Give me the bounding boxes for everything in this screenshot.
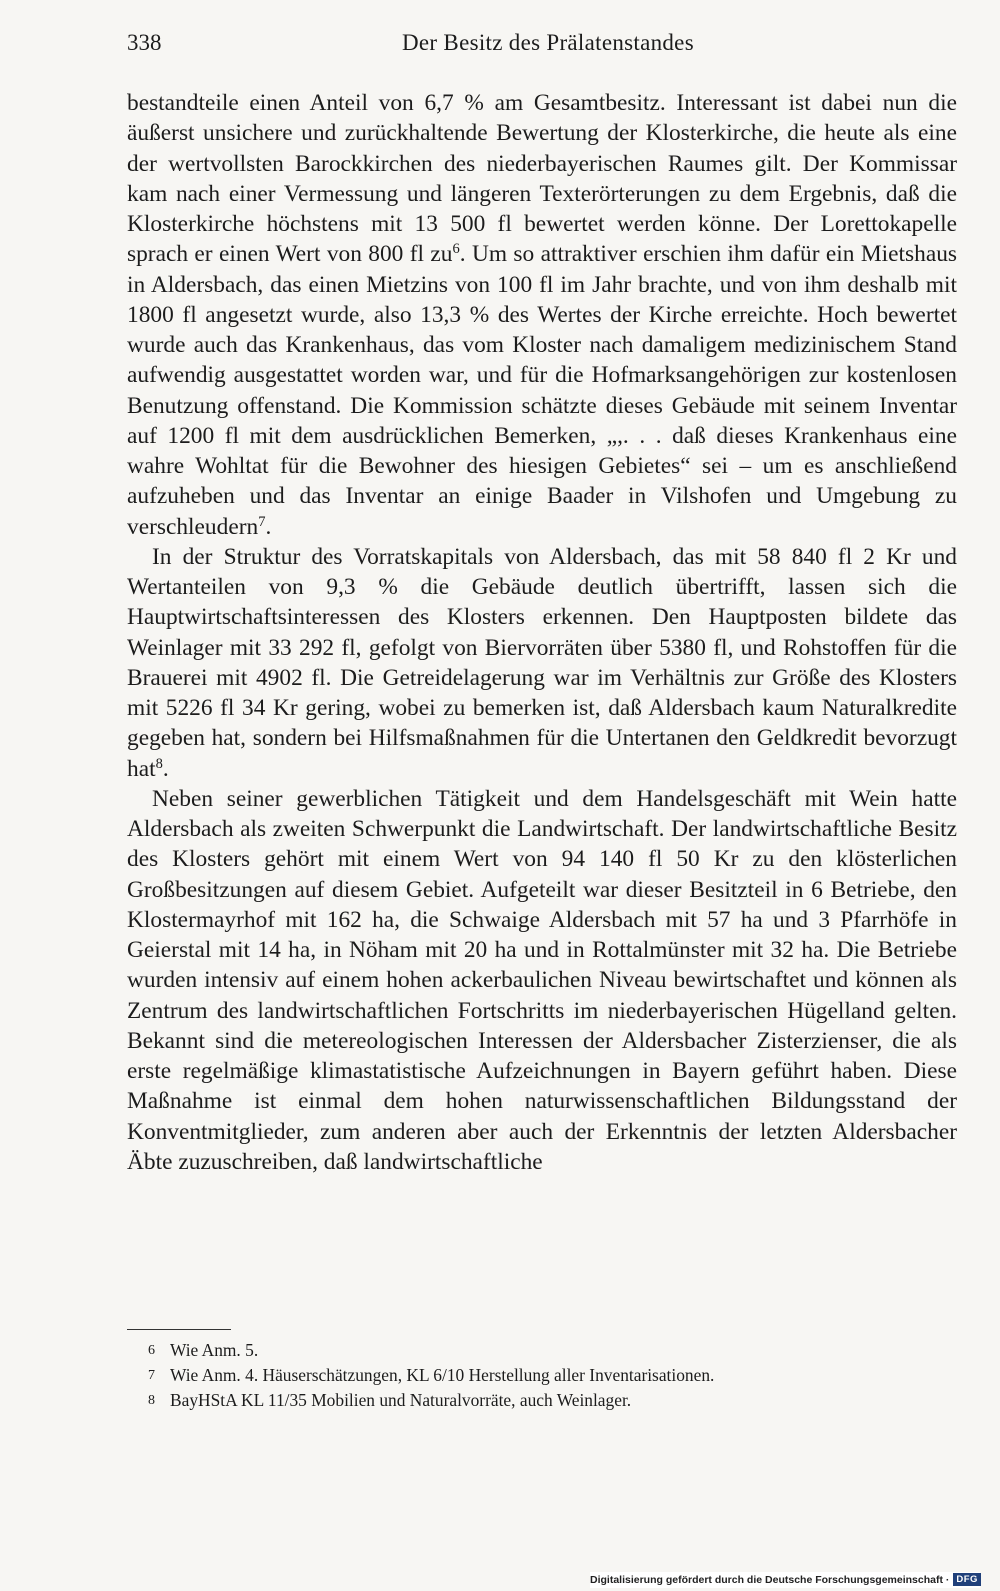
running-title: Der Besitz des Prälatenstandes [402,30,694,55]
footnote-8: 8 BayHStA KL 11/35 Mobilien und Naturalvorräte, auch Weinlager. [148,1390,632,1410]
paragraph-2: In der Struktur des Vorratskapitals von Aldersbach, das mit 58 840 fl 2 Kr und Wertanteilen von 9,3 % die Gebäude deutlich übertrifft, lassen sich die Hauptwirtschaftsinteressen des Klosters erkennen. Den Hauptposten bildete das Weinlager mit 33 292 fl, gefolgt von Biervorräten über 5380 fl, und Rohstoffen für die Brauerei mit 4902 fl. Die Getreidelagerung war im Verhältnis zur Größe des Klosters mit 5226 fl 34 Kr gering, wobei zu bemerken ist, daß Aldersbach kaum Naturalkredite gegeben hat, sondern bei Hilfsmaßnahmen für die Untertanen den Geldkredit bevorzugt hat$^8$. [127,543,957,782]
running-header [127,30,957,64]
paragraph-1: bestandteile einen Anteil von 6,7 % am Gesamtbesitz. Interessant ist dabei nun die äußerst unsichere und zurückhaltende Bewertung der Klosterkirche, die heute als eine der wertvollsten Barockkirchen des niederbayerischen Raumes gilt. Der Kommissar kam nach einer Vermessung und längeren Texterörterungen zu dem Ergebnis, daß die Klosterkirche höchstens mit 13 500 fl bewertet werden könne. Der Lorettokapelle sprach er einen Wert von 800 fl $zu^6$. Um so attraktiver erschien ihm dafür ein Mietshaus in Aldersbach, das einen Mietzins von 100 fl im Jahr brachte, und von ihm deshalb mit 1800 fl angesetzt wurde, also 13,3 % des Wertes der Kirche erreichte. Hoch bewertet wurde auch das Krankenhaus, das vom Kloster nach damaligem medizinischem Stand aufwendig ausgestattet worden war, und für die Hofmarksangehörigen zur kostenlosen Benutzung offenstand. Die Kommission schätzte dieses Gebäude mit seinem Inventar auf 1200 fl mit dem ausdrücklichen Bemerken, „,. . . daß dieses Krankenhaus eine wahre Wohltat für die Bewohner des hiesigen Gebietes“ sei – um es anschließend aufzuheben und das Inventar an einige Baader in Vilshofen und Umgebung zu verschleudern$^7$. [127,90,957,540]
dfg-logo-icon: DFG [953,1573,981,1586]
credit-text: Digitalisierung gefördert durch die Deutsche Forschungsgemeinschaft · [590,1574,950,1586]
paragraph-3: Neben seiner gewerblichen Tätigkeit und dem Handelsgeschäft mit Wein hatte Aldersbach als zweiten Schwerpunkt die Landwirtschaft. Der landwirtschaftliche Besitz des Klosters gehört mit einem Wert von 94 140 fl 50 Kr zu den klösterlichen Großbesitzungen auf diesem Gebiet. Aufgeteilt war dieser Besitzteil in 6 Betriebe, den Klostermayrhof mit 162 ha, die Schwaige Aldersbach mit 57 ha und 3 Pfarrhöfe in Geierstal mit 14 ha, in Nöham mit 20 ha und in Rottalmünster mit 32 ha. Die Betriebe wurden intensiv auf einem hohen ackerbaulichen Niveau bewirtschaftet und können als Zentrum des landwirtschaftlichen Fortschritts im niederbayerischen Hügelland gelten. Bekannt sind die metereologischen Interessen der Aldersbacher Zisterzienser, die als erste regelmäßige klimastatistische Aufzeichnungen in Bayern geführt haben. Diese Maßnahme ist einmal dem hohen naturwissenschaftlichen Bildungsstand der Konventmitglieder, zum anderen aber auch der Erkenntnis der letzten Aldersbacher Äbte zuzuschreiben, daß landwirtschaftliche [127,785,957,1175]
footnote-ref-8[interactable]: 8 [155,755,163,772]
page-number: 338 [127,30,162,55]
footnote-ref-7[interactable]: 7 [258,513,266,530]
footnote-6: 6 Wie Anm. 5. [148,1340,259,1360]
digitization-credit [590,1572,980,1588]
footnote-7: 7 Wie Anm. 4. Häuserschätzungen, KL 6/10 Herstellung aller Inventarisationen. [148,1365,715,1385]
footnote-divider [127,1329,231,1330]
body-text [127,88,957,1177]
footnotes [148,1338,948,1413]
footnote-ref-6[interactable]: 6 [452,241,460,258]
